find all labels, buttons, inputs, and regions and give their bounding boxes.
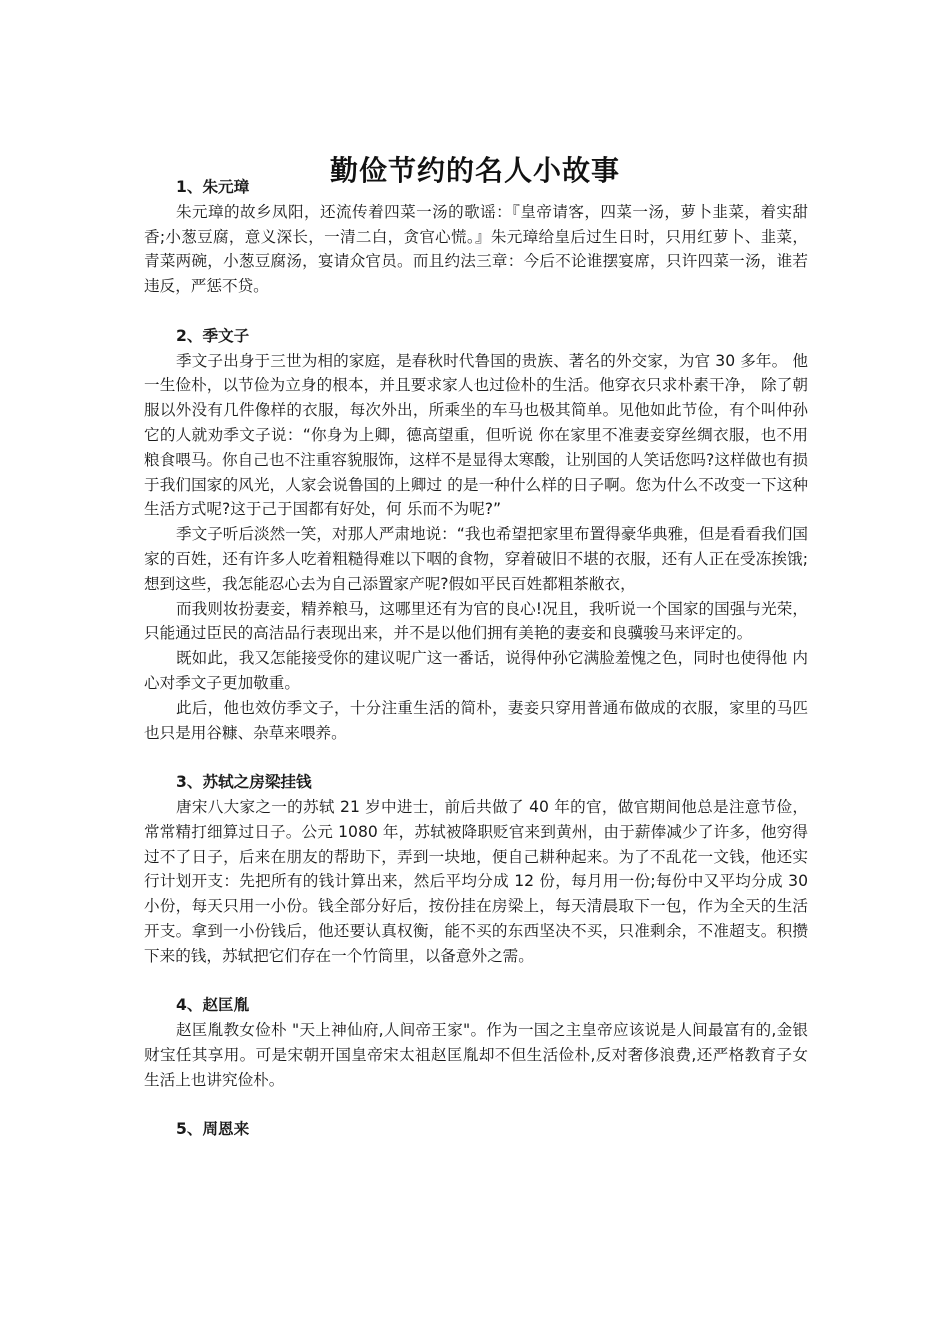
section-ji-wenzi: [144, 324, 808, 746]
paragraph: 季文子听后淡然一笑，对那人严肃地说：“我也希望把家里布置得豪华典雅，但是看看我们国家的百姓，还有许多人吃着粗糙得难以下咽的食物，穿着破旧不堪的衣服，还有人正在受冻挨饿;想到这些，我怎能忍心去为自己添置家产呢?假如平民百姓都粗茶敝衣，: [144, 525, 808, 593]
paragraph: 而我则妆扮妻妾，精养粮马，这哪里还有为官的良心!况且，我听说一个国家的国强与光荣， 只能通过臣民的高洁品行表现出来，并不是以他们拥有美艳的妻妾和良骥骏马来评定的。: [144, 599, 808, 643]
section-heading: 1、朱元璋: [176, 178, 250, 196]
paragraph: 唐宋八大家之一的苏轼 21 岁中进士，前后共做了 40 年的官，做官期间他总是注意节俭，常常精打细算过日子。公元 1080 年，苏轼被降职贬官来到黄州，由于薪俸减少了许多，他穷得过不了日子，后来在朋友的帮助下，弄到一块地，便自己耕种起来。为了不乱花一文钱，他还实行计划开支：先把所有的钱计算出来，然后平均分成 12 份，每月用一份;每份中又平均分成 30 小份，每天只用一小份。钱全部分好后，按份挂在房梁上，每天清晨取下一包，作为全天的生活开支。拿到一小份钱后，他还要认真权衡，能不买的东西坚决不买，只准剩余，不准超支。积攒下来的钱，苏轼把它们存在一个竹筒里，以备意外之需。: [144, 797, 808, 965]
paragraph: 此后，他也效仿季文子，十分注重生活的简朴，妻妾只穿用普通布做成的衣服，家里的马匹也只是用谷糠、杂草来喂养。: [144, 698, 808, 742]
article-body: [144, 175, 808, 1142]
paragraph: 季文子出身于三世为相的家庭，是春秋时代鲁国的贵族、著名的外交家，为官 30 多年。 他一生俭朴，以节俭为立身的根本，并且要求家人也过俭朴的生活。他穿衣只求朴素干净， 除了朝服以外没有几件像样的衣服，每次外出，所乘坐的车马也极其简单。见他如此节俭，有个叫仲孙它的人就劝季文子说：“你身为上卿，德高望重，但听说 你在家里不准妻妾穿丝绸衣服，也不用粮食喂马。你自己也不注重容貌服饰，这样不是显得太寒酸，让别国的人笑话您吗?这样做也有损于我们国家的风光，人家会说鲁国的上卿过 的是一种什么样的日子啊。您为什么不改变一下这种生活方式呢?这于己于国都有好处，何 乐而不为呢?”: [144, 351, 808, 519]
section-heading: 2、季文子: [176, 326, 250, 345]
section-heading: 3、苏轼之房梁挂钱: [176, 773, 312, 792]
section-heading: 5、周恩来: [176, 1120, 250, 1139]
paragraph: 朱元璋的故乡凤阳，还流传着四菜一汤的歌谣：『皇帝请客，四菜一汤，萝卜韭菜，着实甜香;小葱豆腐，意义深长，一清二白，贪官心慌。』朱元璋给皇后过生日时，只用红萝卜、韭菜，青菜两碗，小葱豆腐汤，宴请众官员。而且约法三章：今后不论谁摆宴席，只许四菜一汤，谁若违反，严惩不贷。: [144, 202, 808, 296]
section-zhu-yuanzhang: [144, 175, 808, 299]
section-zhao-kuangyin: [144, 993, 808, 1092]
section-su-shi: [144, 770, 808, 968]
section-zhou-enlai: [144, 1117, 808, 1142]
paragraph: 既如此，我又怎能接受你的建议呢广这一番话，说得仲孙它满脸羞愧之色，同时也使得他 内心对季文子更加敬重。: [144, 649, 808, 692]
section-heading: 4、赵匡胤: [176, 996, 250, 1015]
paragraph: 赵匡胤教女俭朴 "天上神仙府,人间帝王家"。作为一国之主皇帝应该说是人间最富有的,金银财宝任其享用。可是宋朝开国皇帝宋太祖赵匡胤却不但生活俭朴,反对奢侈浪费,还严格教育子女生活上也讲究俭朴。: [144, 1021, 808, 1089]
page-title: 勤俭节约的名人小故事: [329, 153, 620, 187]
